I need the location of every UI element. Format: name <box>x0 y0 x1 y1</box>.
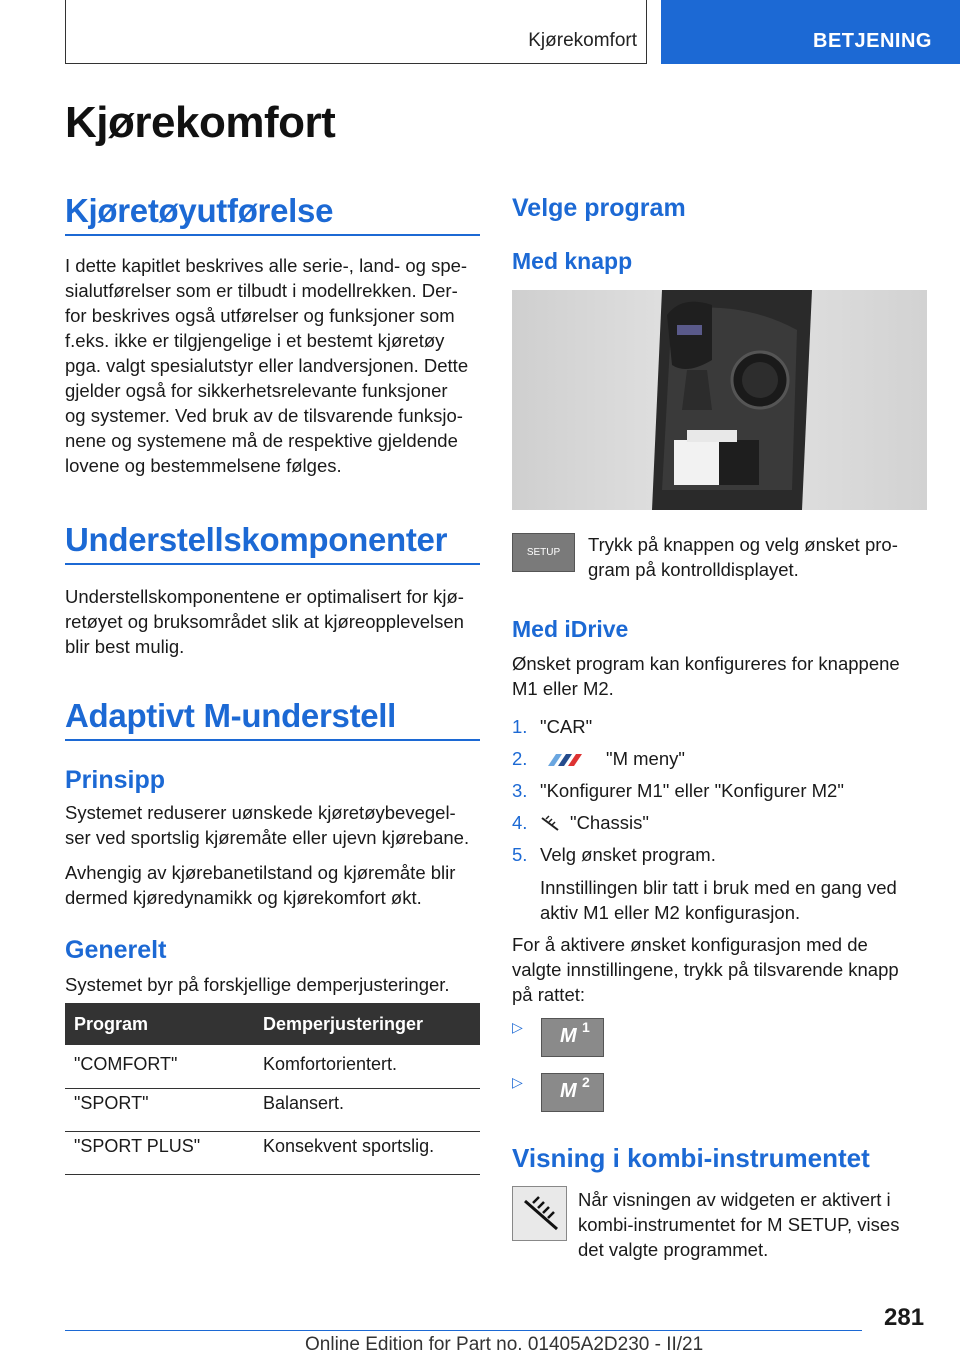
table-row: "COMFORT" Komfortorientert. <box>65 1045 480 1089</box>
list-item: 1. "CAR" <box>512 716 593 737</box>
list-item: 2. "M meny" <box>512 748 685 769</box>
heading-general: Generelt <box>65 936 167 964</box>
table-row: "SPORT" Balansert. <box>65 1089 480 1132</box>
page-title: Kjørekomfort <box>65 98 336 147</box>
heading-adaptive-m-chassis: Adaptivt M-understell <box>65 697 397 734</box>
footer-rule <box>65 1330 862 1331</box>
heading-select-program: Velge program <box>512 194 686 222</box>
idrive-text: Ønsket program kan konfigureres for knappene M1 eller M2. <box>512 653 900 699</box>
heading-principle: Prinsipp <box>65 766 166 794</box>
footer-edition: Online Edition for Part no. 01405A2D230 - II/21 <box>305 1334 704 1355</box>
with-button-text: Trykk på knappen og velg ønsket pro- gram på kontrolldisplayet. <box>588 534 898 580</box>
table-header: Program <box>65 1003 254 1045</box>
heading-vehicle-version: Kjøretøyutførelse <box>65 192 334 229</box>
instrument-display-text: Når visningen av widgeten er aktivert i kombi-instrumentet for M SETUP, vises det valgte programmet. <box>578 1189 900 1260</box>
header-chapter-tab[interactable] <box>661 0 960 64</box>
center-console-image <box>512 290 927 510</box>
list-item: 4. "Chassis" <box>512 812 649 833</box>
header-section-title: Kjørekomfort <box>528 30 637 51</box>
header-chapter-label: BETJENING <box>813 30 932 52</box>
list-item: 5. Velg ønsket program. <box>512 844 716 865</box>
damper-widget-icon <box>512 1186 567 1241</box>
heading-rule <box>65 563 480 565</box>
heading-rule <box>65 234 480 236</box>
bullet-marker: ▷ <box>512 1019 523 1035</box>
console-illustration <box>512 290 927 510</box>
heading-with-idrive: Med iDrive <box>512 616 629 642</box>
activate-text: For å aktivere ønsket konfigurasjon med de valgte innstillingene, trykk på tilsvarende knapp på rattet: <box>512 934 899 1005</box>
damper-icon <box>513 1187 568 1242</box>
vehicle-version-text: I dette kapitlet beskrives alle serie-, land- og spe- sialutførelser som er tilbudt i modellrekken. Der- for beskrives også utførelser og funksjoner som f.eks. ikke er tilgjengelige i et bestemt kjøretøy pga. valgt spesialutstyr eller landversjonen. Dette gjelder også for sikkerhetsrelevante funksjoner og systemer. Ved bruk av de tilsvarende funksjo- nene og systemene må de respektive gjeldende lovene og bestemmelsene følges. <box>65 255 469 476</box>
general-text: Systemet byr på forskjellige demperjusteringer. <box>65 974 450 995</box>
bullet-marker: ▷ <box>512 1074 523 1090</box>
table-row: "SPORT PLUS" Konsekvent sportslig. <box>65 1132 480 1175</box>
page-number: 281 <box>884 1304 925 1331</box>
m1-button-image: M 1 <box>541 1018 604 1057</box>
heading-with-button: Med knapp <box>512 248 633 274</box>
heading-instrument-display: Visning i kombi-instrumentet <box>512 1143 870 1173</box>
m2-button-image: M 2 <box>541 1073 604 1112</box>
setup-button-image: SETUP <box>512 533 575 572</box>
step5-sub-text: Innstillingen blir tatt i bruk med en gang ved aktiv M1 eller M2 konfigurasjon. <box>540 877 897 923</box>
steps-list <box>512 714 932 867</box>
heading-rule <box>65 739 480 741</box>
heading-chassis-components: Understellskomponenter <box>65 521 448 558</box>
table-header: Demperjusteringer <box>254 1003 480 1045</box>
damper-icon <box>540 815 560 833</box>
principle-text: Systemet reduserer uønskede kjøretøybevegel- ser ved sportslig kjøremåte eller ujevn kjørebane. <box>65 802 470 848</box>
m-stripes-icon <box>540 752 596 768</box>
principle-text-2: Avhengig av kjørebanetilstand og kjøremåte blir dermed kjøredynamikk og kjørekomfort økt. <box>65 862 456 908</box>
list-item: 3. "Konfigurer M1" eller "Konfigurer M2" <box>512 780 844 801</box>
damper-table <box>65 1003 480 1175</box>
chassis-components-text: Understellskomponentene er optimalisert for kjø- retøyet og bruksområdet slik at kjøreopplevelsen blir best mulig. <box>65 586 464 657</box>
